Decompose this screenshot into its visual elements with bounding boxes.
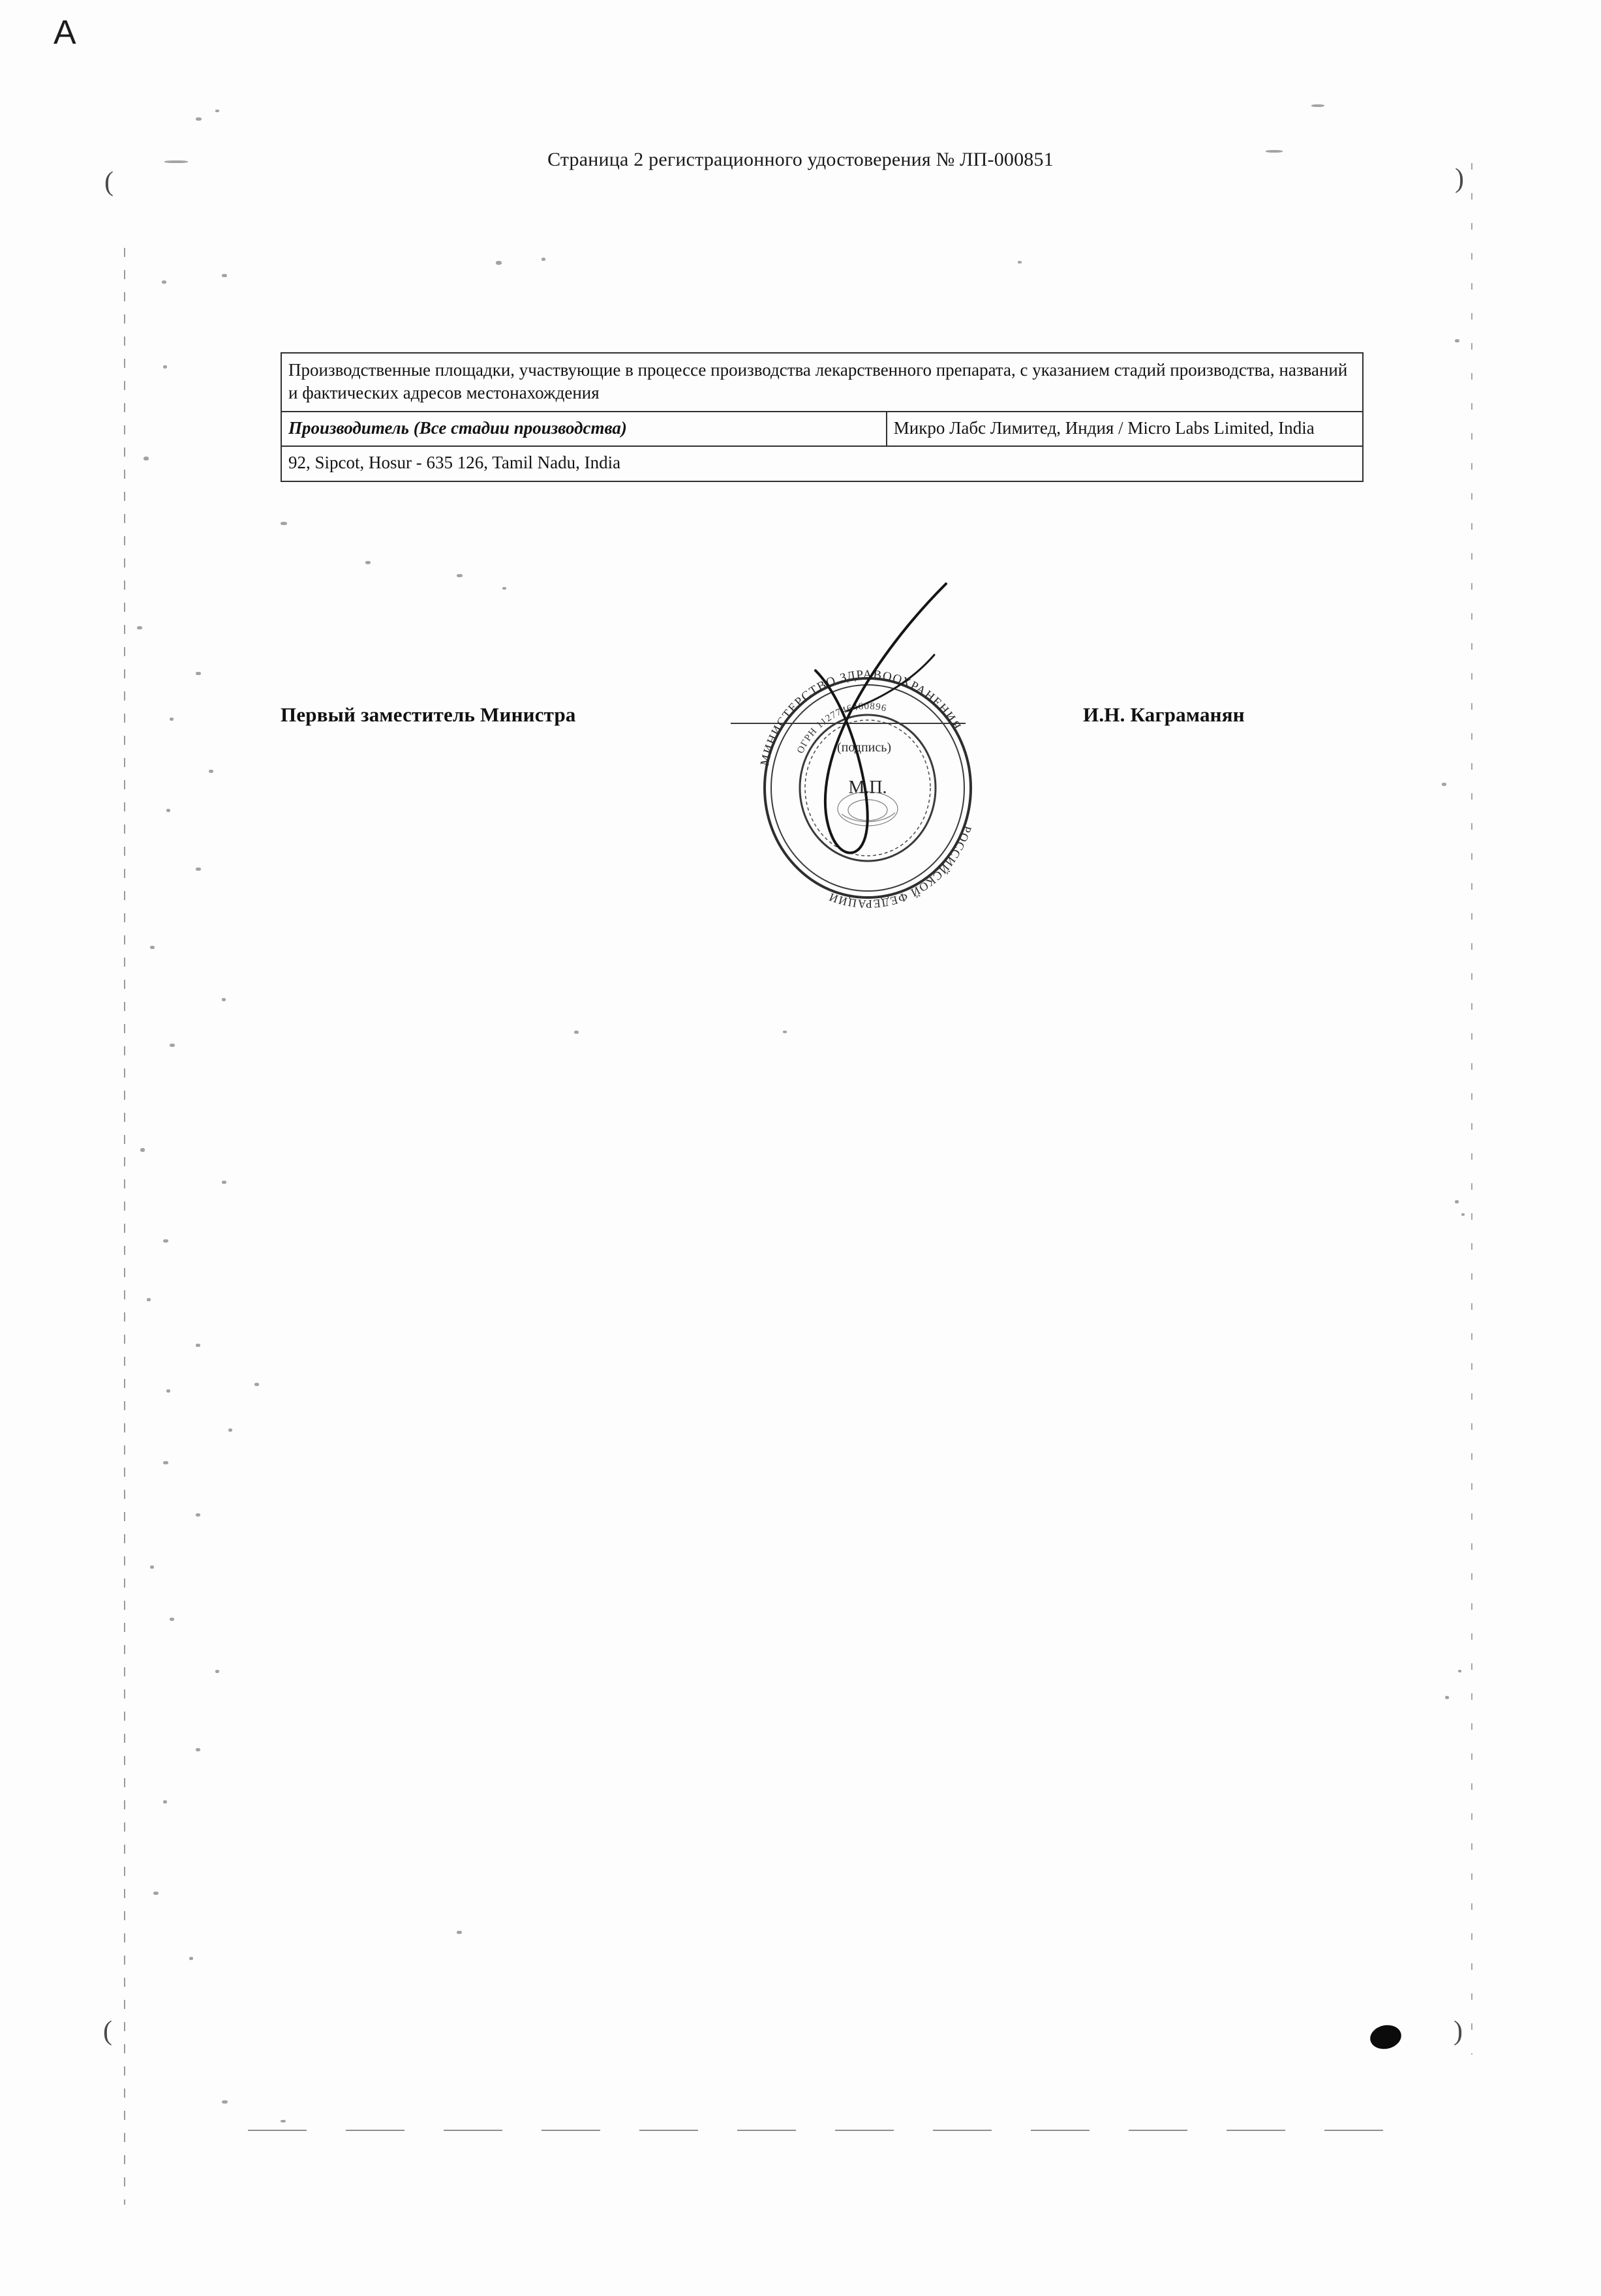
artifact-paren-bottom-right: ) — [1454, 2016, 1463, 2046]
signatory-title: Первый заместитель Министра — [281, 703, 576, 726]
signatory-name: И.Н. Каграманян — [1083, 703, 1245, 726]
scan-rail-right — [1471, 163, 1472, 2055]
manufacturer-name-cell: Микро Лабс Лимитед, Индия / Micro Labs Limited, India — [893, 418, 1315, 438]
table-address-row — [282, 447, 1362, 480]
svg-text:МИНИСТЕРСТВО ЗДРАВООХРАНЕНИЯ: МИНИСТЕРСТВО ЗДРАВООХРАНЕНИЯ — [757, 667, 964, 768]
svg-text:ОГРН 1127746460896: ОГРН 1127746460896 — [795, 701, 888, 755]
signature-line — [731, 723, 966, 724]
official-round-stamp — [737, 639, 998, 926]
artifact-paren-top-left: ( — [104, 167, 114, 197]
manufacturer-stage-cell: Производитель (Все стадии производства) — [282, 412, 887, 446]
scan-rail-bottom — [248, 2130, 1422, 2131]
table-heading-cell: Производственные площадки, участвующие в процессе производства лекарственного препарата, с указанием стадий производства, названий и фактических адресов местонахождения — [288, 360, 1348, 403]
artifact-paren-top-right: ) — [1455, 164, 1464, 194]
table-row — [282, 412, 1362, 447]
svg-text:РОССИЙСКОЙ ФЕДЕРАЦИИ: РОССИЙСКОЙ ФЕДЕРАЦИИ — [827, 824, 975, 911]
manufacturing-sites-table — [281, 352, 1364, 482]
artifact-paren-bottom-left: ( — [103, 2016, 112, 2046]
manufacturer-address-cell: 92, Sipcot, Hosur - 635 126, Tamil Nadu, India — [288, 453, 621, 473]
ink-blot — [1368, 2022, 1403, 2051]
page-header: Страница 2 регистрационного удостоверения № ЛП-000851 — [547, 149, 1054, 170]
table-heading-row — [282, 354, 1362, 412]
signature-hint: (подпись) — [837, 740, 892, 755]
svg-text:М.П.: М.П. — [848, 778, 887, 798]
scan-rail-left — [124, 248, 125, 2205]
handwritten-signature — [770, 574, 992, 881]
corner-mark: A — [53, 14, 76, 52]
